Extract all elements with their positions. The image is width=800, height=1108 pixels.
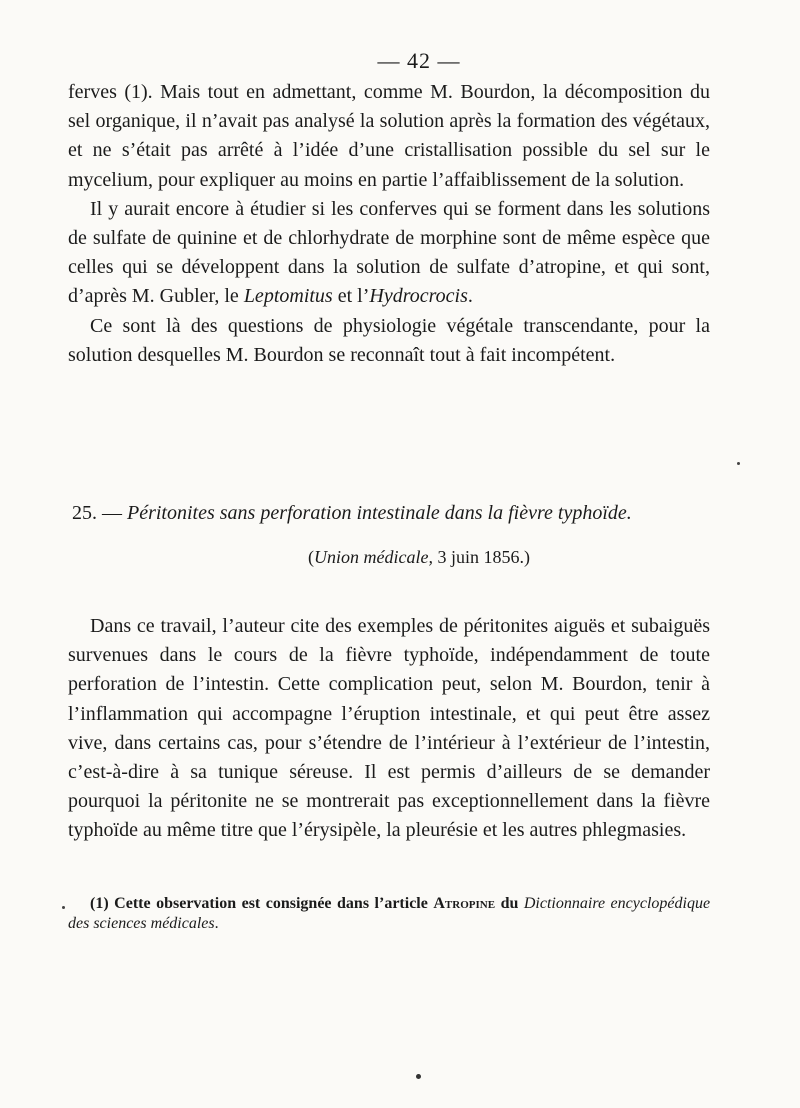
section-heading — [68, 499, 710, 527]
margin-mark — [737, 462, 740, 465]
footnote-text-before: Cette observation est consignée dans l’article — [114, 895, 428, 912]
book-page — [68, 44, 711, 932]
page-number-header: — 42 — — [377, 48, 461, 73]
leptomitus-term: Leptomitus — [243, 285, 333, 308]
paragraph-2-text: Il y aurait encore à étudier si les conferves qui se forment dans les solutions de sulfate de quinine et de chlorhydrate de morphine sont de même espèce que celles qui se développent dans la solution de sulfate d’atropine, et qui sont, d’après M. Gubler, le — [68, 197, 710, 308]
section-title: Péritonites sans perforation intestinale dans la fièvre typhoïde. — [127, 502, 632, 524]
paragraph-2 — [68, 195, 710, 312]
paragraph-1: ferves (1). Mais tout en admettant, comme M. Bourdon, la décomposition du sel organique, il n’avait pas analysé la solution après la formation des végétaux, et ne s’était pas arrêté à l’idée d’une cristallisation possible du sel sur le mycelium, pour expliquer au moins en partie l’affaiblissement de la solution. — [68, 81, 710, 191]
section-number: 25. — — [72, 502, 127, 524]
footnote-mark: (1) — [90, 895, 109, 912]
footnote-work: Dictionnaire encyclopédique des sciences médicales — [68, 895, 711, 932]
footnote-text-end: . — [214, 915, 219, 932]
margin-mark — [62, 906, 65, 909]
body-paragraph: Dans ce travail, l’auteur cite des exemples de péritonites aiguës et subaiguës survenues dans le cours de la fièvre typhoïde, indépendamment de toute perforation de l’intestin. Cette complication peut, selon M. Bourdon, tenir à l’inflammation qui accompagne l’éruption intestinale, et qui peut être assez vive, dans certains cas, pour s’étendre de l’intérieur à l’extérieur de l’intestin, c’est-à-dire à sa tunique séreuse. Il est permis d’ailleurs de se demander pourquoi la péritonite ne se montrerait pas exceptionnellement dans la fièvre typhoïde au même titre que l’érysipèle, la pleurésie et les autres phlegmasies. — [68, 615, 710, 842]
section-body — [68, 612, 710, 846]
footnote-keyword: Atropine — [433, 895, 496, 912]
hydrocrocis-term: Hydrocrocis — [369, 285, 468, 308]
source-date: 3 juin 1856. — [437, 547, 524, 567]
paragraph-2-end: . — [467, 285, 473, 308]
source-journal: Union médicale, — [314, 547, 433, 567]
footnote-text-mid: du — [500, 895, 519, 912]
paragraph-2-mid: et l’ — [332, 285, 370, 308]
source-citation: (Union médicale, 3 juin 1856.) — [308, 547, 530, 567]
footnote — [68, 894, 710, 934]
paragraph-3: Ce sont là des questions de physiologie végétale transcendante, pour la solution desquelles M. Bourdon se reconnaît tout à fait incompétent. — [68, 314, 710, 366]
bottom-ornament-dot — [416, 1074, 421, 1079]
